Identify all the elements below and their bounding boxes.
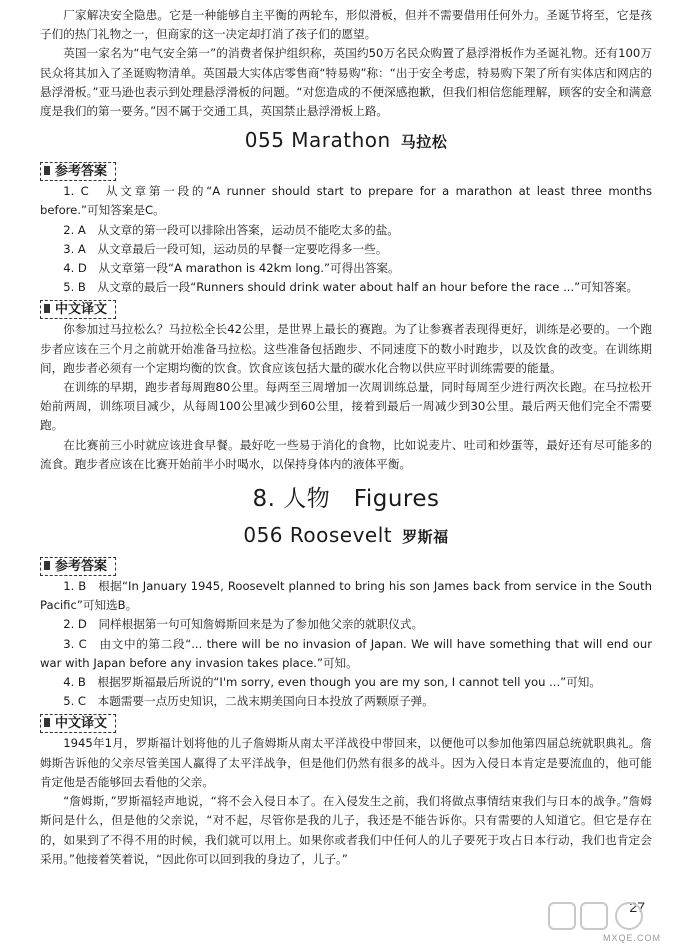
translation-055-paragraph-3: 在比赛前三小时就应该进食早餐。最好吃一些易于消化的食物，比如说麦片、吐司和炒蛋等，最好还有尽可能多的流食。跑步者应该在比赛开始前半小时喝水，以保持身体内的液体平衡。 xyxy=(40,437,652,471)
answer-056-2: 2. D 同样根据第一句可知詹姆斯回来是为了参加他父亲的就职仪式。 xyxy=(63,617,424,632)
section-055-title-cn: 马拉松 xyxy=(400,133,448,152)
section-056-answers-tag: 参考答案 xyxy=(40,557,116,576)
section-056-title xyxy=(40,520,652,552)
translation-056-paragraph-2: “詹姆斯，”罗斯福轻声地说，“将不会入侵日本了。在入侵发生之前，我们将做点事情结束我们与日本的战争。”詹姆斯问是什么，但是他的父亲说，“对不起，尽管你是我的儿子，我还是不能告诉你。只有需要的人知道它。但它是存在的，如果到了不得不用的时候，我们就可以用上。如果你或者我们中任何人的儿子要死于攻占日本行动，我们也肯定会采用。”他接着笑着说，“因此你可以回到我的身边了，儿子。” xyxy=(40,794,652,866)
section-056-translation-tag: 中文译文 xyxy=(40,714,116,733)
answer-055-4: 4. D 从文章第一段“A marathon is 42km long.”可得出答案。 xyxy=(63,261,400,276)
chapter-heading: 8. 人物 Figures xyxy=(252,486,440,513)
translation-055-paragraph-1: 你参加过马拉松么？马拉松全长42公里，是世界上最长的赛跑。为了让参赛者表现得更好，训练是必要的。一个跑步者应该在三个月之前就开始准备马拉松。这些准备包括跑步、不同速度下的数小时跑步，以及饮食的改变。在训练期间，跑步者必须有一个定期均衡的饮食。饮食应该包括大量的碳水化合物以供应平时训练需要的能量。 xyxy=(40,322,652,375)
intro-paragraph-1: 厂家解决安全隐患。它是一种能够自主平衡的两轮车，形似滑板，但并不需要借用任何外力。圣诞节将至，它是孩子们的热门礼物之一，但商家的这一决定却打消了孩子们的愿望。 xyxy=(40,8,652,42)
section-055-title-en: 055 Marathon xyxy=(244,128,391,153)
answer-056-1: 1. B 根据“In January 1945, Roosevelt planned to bring his son James back from service in the South Pacific”可知选B。 xyxy=(40,579,652,613)
answer-055-2: 2. A 从文章的第一段可以排除出答案，运动员不能吃太多的盐。 xyxy=(63,222,399,237)
watermark-logo xyxy=(541,897,661,947)
section-055-translation-tag: 中文译文 xyxy=(40,300,116,319)
answer-055-1: 1. C 从文章第一段的“A runner should start to prepare for a marathon at least three months before.”可知答案是C。 xyxy=(40,184,652,218)
section-056-title-cn: 罗斯福 xyxy=(402,528,449,547)
answer-055-3: 3. A 从文章最后一段可知，运动员的早餐一定要吃得多一些。 xyxy=(63,241,388,256)
answer-056-3: 3. C 由文中的第二段“... there will be no invasion of Japan. We will have something that will end our war with Japan before any invasion takes place.”可知。 xyxy=(40,636,652,670)
answer-056-4: 4. B 根据罗斯福最后所说的“I'm sorry, even though you are my son, I cannot tell you ...”可知。 xyxy=(63,675,601,690)
intro-paragraph-2: 英国一家名为“电气安全第一”的消费者保护组织称，英国约50万名民众购置了悬浮滑板作为圣诞礼物。还有100万民众将其加入了圣诞购物清单。英国最大实体店零售商“特易购”称：“出于安全考虑，特易购下架了所有实体店和网店的悬浮滑板。”亚马逊也表示到处理悬浮滑板的问题。“对您造成的不便深感抱歉，但我们相信您能理解，顾客的安全和满意度是我们的第一要务。”因不属于交通工具，英国禁止悬浮滑板上路。 xyxy=(40,46,652,119)
section-056-title-en: 056 Roosevelt xyxy=(243,523,393,548)
answer-055-5: 5. B 从文章的最后一段“Runners should drink water about half an hour before the race ...”可知答案。 xyxy=(63,280,639,295)
page-number: 27 xyxy=(629,899,645,915)
translation-055-paragraph-2: 在训练的早期，跑步者每周跑80公里。每两至三周增加一次周训练总量，同时每周至少进行两次长跑。在马拉松开始前两周，训练项目减少，从每周100公里减少到60公里，接着到最后一周减少到30公里。最后两天他们完全不需要跑。 xyxy=(40,380,652,433)
translation-056-paragraph-1: 1945年1月，罗斯福计划将他的儿子詹姆斯从南太平洋战役中带回来，以便他可以参加他第四届总统就职典礼。詹姆斯告诉他的父亲尽管美国人赢得了太平洋战争，但是他们仍然有很多的战斗。因为入侵日本肯定是要流血的，他可能肯定他是否能够回去看他的父亲。 xyxy=(40,736,652,789)
document-page xyxy=(40,6,652,869)
answer-056-5: 5. C 本题需要一点历史知识，二战末期美国向日本投放了两颗原子弹。 xyxy=(63,694,434,709)
watermark-text: MXQE.COM xyxy=(602,933,661,943)
section-055-answers-tag: 参考答案 xyxy=(40,162,116,181)
section-055-title xyxy=(40,125,652,157)
